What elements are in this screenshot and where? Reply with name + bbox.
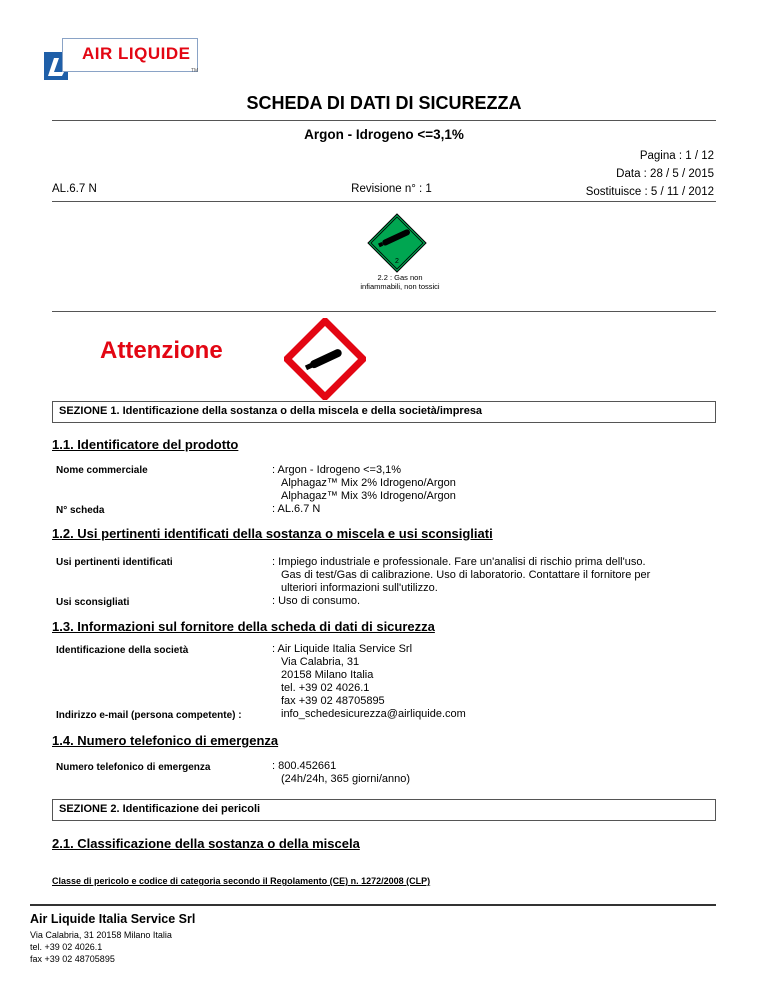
uses-advised-against-value: : Uso di consumo. — [272, 595, 361, 607]
identified-uses-line: ulteriori informazioni sull'utilizzo. — [281, 582, 438, 594]
heading-2-1: 2.1. Classificazione della sostanza o della miscela — [52, 836, 360, 851]
footer-company-name: Air Liquide Italia Service Srl — [30, 912, 196, 926]
footer-fax: fax +39 02 48705895 — [30, 954, 115, 964]
product-name: Argon - Idrogeno <=3,1% — [304, 127, 464, 142]
company-id-value — [272, 643, 412, 708]
company-logo — [44, 38, 198, 80]
revision-number: Revisione n° : 1 — [351, 183, 432, 195]
supersedes-date: Sostituisce : 5 / 11 / 2012 — [585, 186, 714, 198]
meta-divider — [52, 201, 716, 202]
company-line: tel. +39 02 4026.1 — [281, 682, 370, 694]
adr-caption — [330, 273, 470, 291]
emergency-phone-line: : 800.452661 — [272, 760, 337, 772]
emergency-phone-value — [272, 760, 410, 786]
emergency-phone-line: (24h/24h, 365 giorni/anno) — [281, 773, 411, 785]
trade-name-value — [272, 464, 456, 503]
trade-name-label: Nome commerciale — [56, 465, 148, 476]
trade-name-line: Alphagaz™ Mix 2% Idrogeno/Argon — [281, 477, 456, 489]
identified-uses-label: Usi pertinenti identificati — [56, 557, 173, 568]
adr-caption-line: 2.2 : Gas non — [377, 273, 423, 282]
section-2-header: SEZIONE 2. Identificazione dei pericoli — [52, 799, 716, 821]
heading-1-1: 1.1. Identificatore del prodotto — [52, 437, 239, 452]
ghs-gas-cylinder-icon — [284, 318, 366, 400]
footer-address: Via Calabria, 31 20158 Milano Italia — [30, 930, 172, 940]
email-label: Indirizzo e-mail (persona competente) : — [56, 710, 242, 721]
sheet-number-label: N° scheda — [56, 505, 105, 516]
company-line: 20158 Milano Italia — [281, 669, 374, 681]
page-number: Pagina : 1 / 12 — [639, 150, 714, 162]
trade-name-line: Alphagaz™ Mix 3% Idrogeno/Argon — [281, 490, 456, 502]
trade-name-line: : Argon - Idrogeno <=3,1% — [272, 464, 402, 476]
section-1-header: SEZIONE 1. Identificazione della sostanza o della miscela e della società/impresa — [52, 401, 716, 423]
footer-phone: tel. +39 02 4026.1 — [30, 942, 103, 952]
emergency-phone-label: Numero telefonico di emergenza — [56, 762, 211, 773]
brand-name: AIR LIQUIDE — [82, 44, 191, 63]
company-line: Via Calabria, 31 — [281, 656, 360, 668]
identified-uses-line: : Impiego industriale e professionale. Fare un'analisi di rischio prima dell'uso. — [272, 556, 646, 568]
footer-divider — [30, 904, 716, 906]
company-id-label: Identificazione della società — [56, 645, 189, 656]
pictogram-divider — [52, 311, 716, 312]
company-line: : Air Liquide Italia Service Srl — [272, 643, 413, 655]
adr-gas-label-icon — [367, 213, 427, 273]
adr-class-number: 2 — [395, 258, 399, 265]
adr-caption-line: infiammabili, non tossici — [360, 282, 440, 291]
identified-uses-value — [272, 556, 650, 595]
heading-1-2: 1.2. Usi pertinenti identificati della sostanza o miscela e usi sconsigliati — [52, 526, 493, 541]
heading-1-4: 1.4. Numero telefonico di emergenza — [52, 733, 279, 748]
document-date: Data : 28 / 5 / 2015 — [616, 168, 714, 180]
document-title: SCHEDA DI DATI DI SICUREZZA — [246, 93, 522, 113]
email-link[interactable]: info_schedesicurezza@airliquide.com — [281, 708, 466, 720]
identified-uses-line: Gas di test/Gas di calibrazione. Uso di laboratorio. Contattare il fornitore per — [281, 569, 651, 581]
sheet-number-value: : AL.6.7 N — [272, 503, 321, 515]
clp-classification-subtitle: Classe di pericolo e codice di categoria secondo il Regolamento (CE) n. 1272/2008 (CLP) — [52, 876, 431, 886]
signal-word: Attenzione — [100, 337, 223, 364]
company-line: fax +39 02 48705895 — [281, 695, 385, 707]
uses-advised-against-label: Usi sconsigliati — [56, 597, 130, 608]
document-code: AL.6.7 N — [52, 183, 97, 195]
brand-tm: TM — [191, 68, 199, 74]
heading-1-3: 1.3. Informazioni sul fornitore della scheda di dati di sicurezza — [52, 619, 435, 634]
title-divider — [52, 120, 716, 121]
